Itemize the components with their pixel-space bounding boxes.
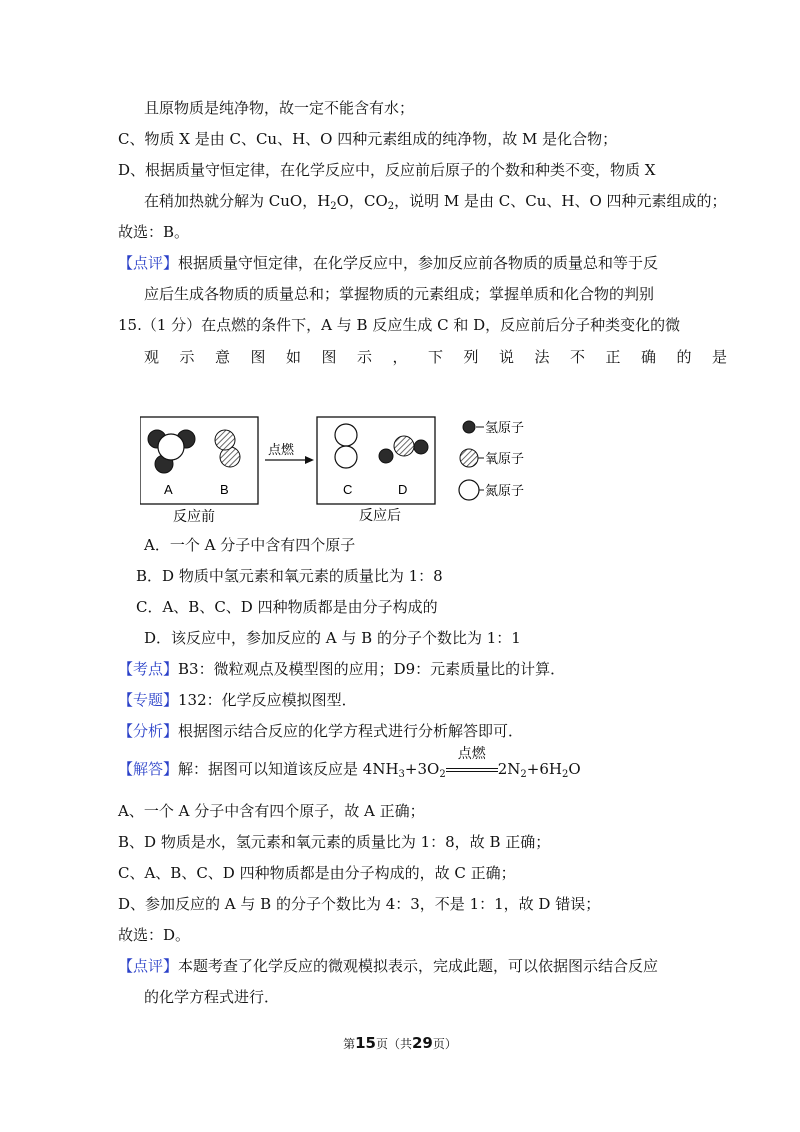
label-a: A (164, 482, 173, 497)
analysis-text: 根据图示结合反应的化学方程式进行分析解答即可． (178, 722, 524, 740)
topic (118, 689, 357, 711)
text-segment: ，说明 M 是由 C、Cu、H、O 四种元素组成的； (394, 192, 727, 210)
footer-text: 页（共 (375, 1037, 412, 1051)
option-a: A．一个 A 分子中含有四个原子 (144, 536, 356, 554)
condition-text: 点燃 (457, 746, 486, 762)
comment-text: 本题考查了化学反应的微观模拟表示，完成此题，可以依据图示结合反应 (178, 957, 659, 975)
text-segment: 解：据图可以知道该反应是 4NH (178, 760, 399, 778)
footer-text: 页） (432, 1037, 457, 1051)
question-title: 15.（1 分）在点燃的条件下，A 与 B 反应生成 C 和 D，反应前后分子种类变化的微 (118, 316, 681, 334)
text-segment: 2N (497, 760, 521, 778)
equals-line (446, 768, 498, 769)
text-line: C、物质 X 是由 C、Cu、H、O 四种元素组成的纯净物，故 M 是化合物； (118, 130, 618, 148)
option-d: D．该反应中，参加反应的 A 与 B 的分子个数比为 1：1 (144, 629, 521, 647)
subscript: 2 (520, 769, 527, 780)
legend-nitrogen-icon (459, 480, 479, 500)
comment-line (118, 955, 658, 977)
subscript: 2 (387, 201, 395, 212)
total-pages: 29 (412, 1034, 433, 1052)
legend-hydrogen: 氢原子 (485, 421, 525, 436)
topic-tag: 【专题】 (118, 691, 179, 709)
subscript: 2 (330, 201, 337, 212)
equals-line (446, 771, 498, 772)
nitrogen-atom (158, 434, 184, 460)
reaction-diagram (140, 408, 570, 524)
oxygen-atom (394, 436, 414, 456)
answer-line: 故选：D。 (118, 926, 191, 944)
footer-text: 第 (343, 1037, 356, 1051)
legend-hydrogen-icon (463, 421, 475, 433)
text-line: 故选：B。 (118, 223, 190, 241)
hydrogen-atom (414, 440, 428, 454)
knowledge-tag: 【考点】 (118, 660, 179, 678)
legend-oxygen-icon (460, 449, 478, 467)
arrow-condition: 点燃 (268, 443, 295, 458)
option-b: B．D 物质中氢元素和氧元素的质量比为 1：8 (136, 567, 443, 585)
before-label: 反应前 (173, 509, 215, 524)
comment-tag: 【点评】 (118, 957, 179, 975)
after-box (317, 417, 435, 504)
option-c: C．A、B、C、D 四种物质都是由分子构成的 (136, 598, 438, 616)
text-segment: O，CO (336, 192, 388, 210)
solution-tag: 【解答】 (118, 760, 179, 778)
comment-line (118, 252, 658, 274)
comment-tag: 【点评】 (118, 254, 179, 272)
text-line (144, 190, 727, 218)
text-line: 应后生成各物质的质量总和；掌握物质的元素组成；掌握单质和化合物的判别 (144, 285, 655, 303)
text-segment: +3O (404, 760, 440, 778)
analysis (118, 720, 523, 742)
analysis-tag: 【分析】 (118, 722, 179, 740)
page-number: 15 (355, 1034, 376, 1052)
label-c: C (343, 482, 353, 497)
hydrogen-atom (379, 449, 393, 463)
knowledge-text: B3：微粒观点及模型图的应用；D9：元素质量比的计算． (178, 660, 566, 678)
answer-line: A、一个 A 分子中含有四个原子，故 A 正确； (118, 802, 425, 820)
label-b: B (220, 482, 229, 497)
subscript: 3 (398, 769, 405, 780)
arrow-head-icon (305, 456, 314, 464)
comment-line-cont: 的化学方程式进行． (144, 988, 280, 1006)
knowledge-point (118, 658, 565, 680)
solution-equation (118, 746, 581, 786)
oxygen-atom (215, 430, 235, 450)
text-line: 且原物质是纯净物，故一定不能含有水； (144, 99, 415, 117)
subscript: 2 (439, 769, 446, 780)
label-d: D (398, 482, 408, 497)
topic-text: 132：化学反应模拟图型． (178, 691, 357, 709)
text-segment: 在稍加热就分解为 CuO，H (144, 192, 331, 210)
legend-nitrogen: 氮原子 (485, 484, 525, 499)
answer-line: B、D 物质是水，氢元素和氧元素的质量比为 1：8，故 B 正确； (118, 833, 551, 851)
after-label: 反应后 (359, 508, 401, 524)
nitrogen-atom (335, 446, 357, 468)
question-title-cont: 观示意图如图示，下列说法不正确的是 (144, 348, 748, 366)
subscript: 2 (561, 769, 569, 780)
text-segment: +6H (526, 760, 562, 778)
comment-text: 根据质量守恒定律，在化学反应中，参加反应前各物质的质量总和等于反 (178, 254, 659, 272)
text-line: D、根据质量守恒定律，在化学反应中，反应前后原子的个数和种类不变，物质 X (118, 161, 656, 179)
legend-oxygen: 氧原子 (485, 452, 525, 467)
reaction-condition (446, 746, 498, 780)
page-footer (0, 1034, 800, 1052)
nitrogen-atom (335, 424, 357, 446)
answer-line: C、A、B、C、D 四种物质都是由分子构成的，故 C 正确； (118, 864, 516, 882)
text-segment: O (568, 760, 581, 778)
answer-line: D、参加反应的 A 与 B 的分子个数比为 4：3，不是 1：1，故 D 错误； (118, 895, 601, 913)
